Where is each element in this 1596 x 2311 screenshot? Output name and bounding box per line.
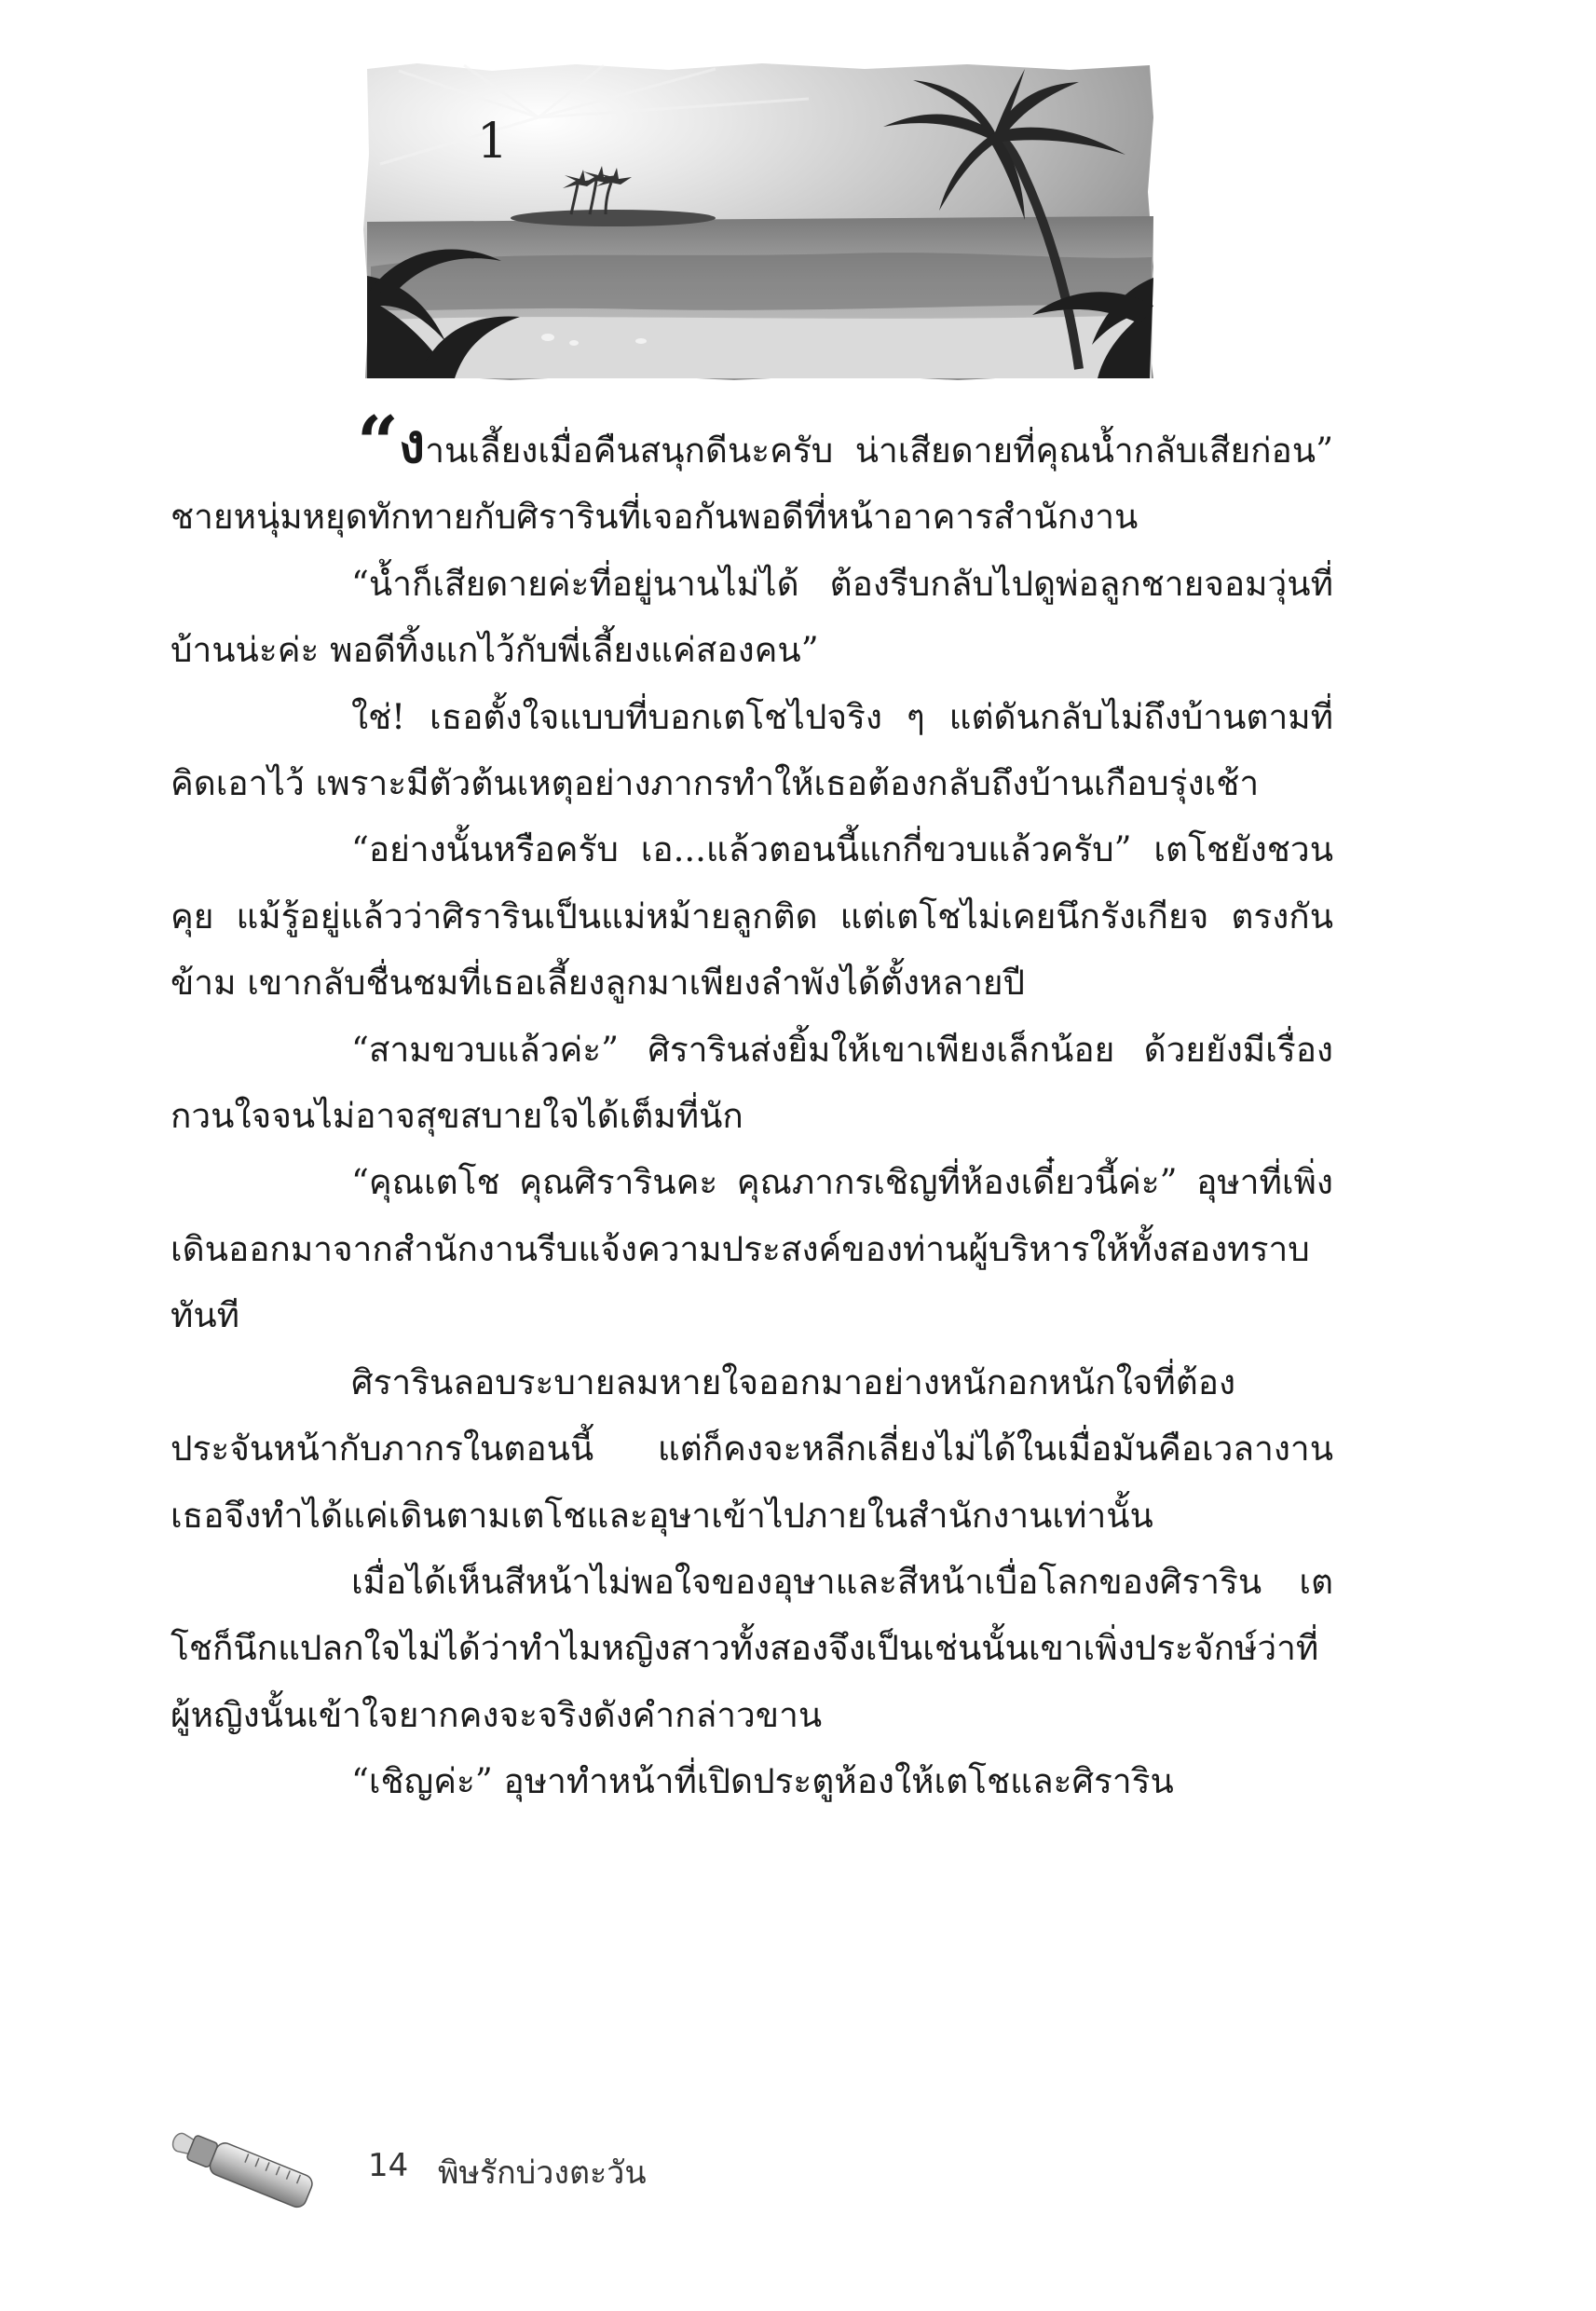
paragraph-4: “อย่างนั้นหรือครับ เอ...แล้วตอนนี้แกกี่ขวบแล้วครับ” เตโชยังชวนคุย แม้รู้อยู่แล้วว่าศิรารินเป็นแม่หม้ายลูกติด แต่เตโชไม่เคยนึกรังเกียจ ตรงกันข้าม เขากลับชื่นชมที่เธอเลี้ยงลูกมาเพียงลำพังได้ตั้งหลายปี xyxy=(171,829,1333,1004)
chapter-banner xyxy=(361,62,1155,382)
paragraph-9: “เชิญค่ะ” อุษาทำหน้าที่เปิดประตูห้องให้เตโชและศิราริน xyxy=(351,1761,1174,1802)
paragraph-3: ใช่! เธอตั้งใจแบบที่บอกเตโชไปจริง ๆ แต่ดันกลับไม่ถึงบ้านตามที่คิดเอาไว้ เพราะมีตัวต้นเหตุอย่างภากรทำให้เธอต้องกลับถึงบ้านเกือบรุ่งเช้า xyxy=(171,696,1333,804)
chapter-number: 1 xyxy=(477,114,509,170)
paragraph-5: “สามขวบแล้วค่ะ” ศิรารินส่งยิ้มให้เขาเพียงเล็กน้อย ด้วยยังมีเรื่องกวนใจจนไม่อาจสุขสบายใจได้เต็มที่นัก xyxy=(171,1029,1333,1137)
opening-quote-mark: “ xyxy=(357,401,399,485)
paragraph-8: เมื่อได้เห็นสีหน้าไม่พอใจของอุษาและสีหน้าเบื่อโลกของศิราริน เตโชก็นึกแปลกใจไม่ได้ว่าทำไมหญิงสาวทั้งสองจึงเป็นเช่นนั้นเขาเพิ่งประจักษ์ว่าที่ผู้หญิงนั้นเข้าใจยากคงจะจริงดังคำกล่าวขาน xyxy=(171,1561,1333,1735)
paragraph-2: “น้ำก็เสียดายค่ะที่อยู่นานไม่ได้ ต้องรีบกลับไปดูพ่อลูกชายจอมวุ่นที่บ้านน่ะค่ะ พอดีทิ้งแกไว้กับพี่เลี้ยงแค่สองคน” xyxy=(171,563,1333,671)
dropcap-letter: ง xyxy=(398,412,426,475)
tropical-beach-illustration xyxy=(361,62,1155,382)
paragraph-7: ศิรารินลอบระบายลมหายใจออกมาอย่างหนักอกหนักใจที่ต้องประจันหน้ากับภากรในตอนนี้ แต่ก็คงจะหลีกเลี่ยงไม่ได้ในเมื่อมันคือเวลางาน เธอจึงทำได้แค่เดินตามเตโชและอุษาเข้าไปภายในสำนักงานเท่านั้น xyxy=(171,1361,1333,1536)
paragraph-1 xyxy=(171,401,1333,551)
page-number: 14 xyxy=(368,2147,409,2184)
paragraph-6: “คุณเตโช คุณศิรารินคะ คุณภากรเชิญที่ห้องเดี๋ยวนี้ค่ะ” อุษาที่เพิ่งเดินออกมาจากสำนักงานรีบแจ้งความประสงค์ของท่านผู้บริหารให้ทั้งสองทราบทันที xyxy=(171,1162,1333,1336)
page-footer xyxy=(168,2125,689,2218)
chapter-body xyxy=(171,401,1333,1815)
baby-bottle-icon xyxy=(168,2125,335,2218)
book-title: พิษรักบ่วงตะวัน xyxy=(438,2154,647,2192)
paragraph-text: านเลี้ยงเมื่อคืนสนุกดีนะครับ น่าเสียดายที่คุณน้ำกลับเสียก่อน” ชายหนุ่มหยุดทักทายกับศิรารินที่เจอกันพอดีที่หน้าอาคารสำนักงาน xyxy=(171,431,1333,538)
